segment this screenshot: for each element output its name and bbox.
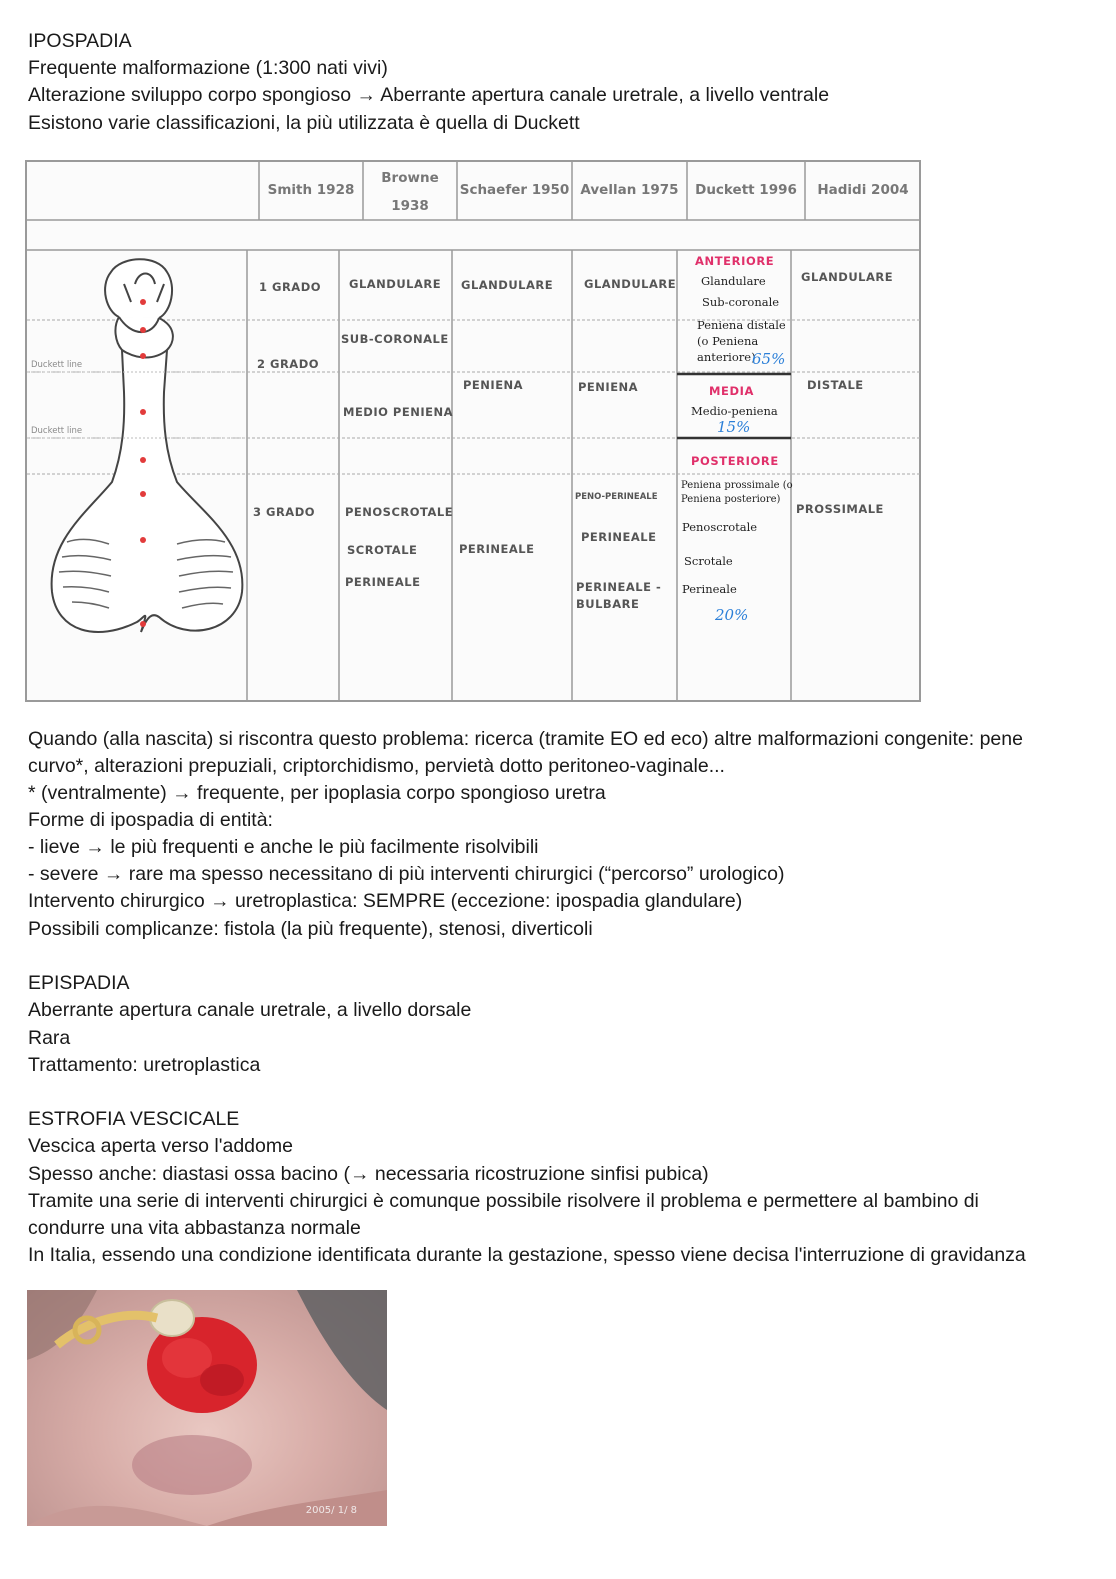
cell-browne: SCROTALE	[347, 543, 418, 557]
cell-browne: GLANDULARE	[349, 277, 442, 291]
duckett-item: Peniena posteriore)	[681, 494, 781, 505]
duckett-item: Penoscrotale	[682, 520, 758, 534]
duckett-item: Peniena distale	[697, 318, 786, 332]
header-browne: Browne	[381, 170, 439, 186]
duckett-anterior-percent: 65%	[752, 350, 786, 368]
duckett-anterior-title: ANTERIORE	[695, 254, 775, 268]
clinical-photo-illustration	[27, 1290, 387, 1526]
text-line: Aberrante apertura canale uretrale, a livello dorsale	[28, 999, 472, 1021]
duckett-item: Scrotale	[684, 554, 733, 568]
classification-table-figure	[25, 160, 921, 702]
table-grid-and-diagram	[27, 162, 923, 704]
header-browne-year: 1938	[391, 198, 429, 214]
duckett-media-title: MEDIA	[709, 384, 755, 398]
penis-diagram	[52, 259, 243, 632]
header-duckett: Duckett 1996	[695, 182, 797, 198]
cell-browne: PERINEALE	[345, 575, 421, 589]
cell-smith: 2 GRADO	[257, 357, 320, 371]
section-title-epispadia: EPISPADIA	[28, 972, 130, 994]
duckett-posterior-title: POSTERIORE	[691, 454, 779, 468]
text-line: In Italia, essendo una condizione identificata durante la gestazione, spesso viene decisa l'interruzione di gravidanza	[28, 1244, 1026, 1266]
header-avellan: Avellan 1975	[580, 182, 679, 198]
cell-schaefer: PERINEALE	[459, 542, 535, 556]
cell-browne: PENOSCROTALE	[345, 505, 454, 519]
text-line: curvo*, alterazioni prepuziali, criptorchidismo, pervietà dotto peritoneo-vaginale...	[28, 755, 725, 777]
duckett-item: Perineale	[682, 582, 737, 596]
header-smith: Smith 1928	[267, 182, 355, 198]
duckett-item: anteriore)	[697, 350, 756, 364]
text-line: - severe → rare ma spesso necessitano di più interventi chirurgici (“percorso” urologico)	[28, 863, 785, 885]
clinical-photo	[27, 1290, 387, 1526]
cell-smith: 1 GRADO	[259, 280, 322, 294]
cell-schaefer: GLANDULARE	[461, 278, 554, 292]
duckett-item: Medio-peniena	[691, 404, 778, 418]
text-line: Esistono varie classificazioni, la più utilizzata è quella di Duckett	[28, 112, 580, 134]
header-hadidi: Hadidi 2004	[817, 182, 909, 198]
cell-avellan: BULBARE	[576, 597, 640, 611]
cell-schaefer: PENIENA	[463, 378, 524, 392]
text-line: Possibili complicanze: fistola (la più frequente), stenosi, diverticoli	[28, 918, 593, 940]
text-line: condurre una vita abbastanza normale	[28, 1217, 361, 1239]
duckett-posterior-percent: 20%	[715, 606, 749, 624]
text-line: Trattamento: uretroplastica	[28, 1054, 261, 1076]
cell-hadidi: GLANDULARE	[801, 270, 894, 284]
duckett-item: Glandulare	[701, 274, 766, 288]
duckett-line-label: Duckett line	[31, 426, 83, 436]
duckett-item: Sub-coronale	[702, 295, 780, 309]
cell-avellan: PERINEALE	[581, 530, 657, 544]
cell-browne: SUB-CORONALE	[341, 332, 449, 346]
text-line: Forme di ipospadia di entità:	[28, 809, 273, 831]
text-line: * (ventralmente) → frequente, per ipoplasia corpo spongioso uretra	[28, 782, 606, 804]
cell-avellan: PERINEALE -	[576, 580, 662, 594]
header-schaefer: Schaefer 1950	[459, 182, 570, 198]
cell-smith: 3 GRADO	[253, 505, 316, 519]
cell-browne: MEDIO PENIENA	[343, 405, 453, 419]
text-line: Tramite una serie di interventi chirurgici è comunque possibile risolvere il problema e permettere al bambino di	[28, 1190, 979, 1212]
cell-avellan: PENO-PERINEALE	[575, 492, 658, 502]
text-line: Spesso anche: diastasi ossa bacino (→ necessaria ricostruzione sinfisi pubica)	[28, 1163, 709, 1185]
text-line: Intervento chirurgico → uretroplastica: SEMPRE (eccezione: ipospadia glandulare)	[28, 890, 743, 912]
text-line: Alterazione sviluppo corpo spongioso → Aberrante apertura canale uretrale, a livello ventrale	[28, 84, 830, 106]
section-title-ipospadia: IPOSPADIA	[28, 30, 132, 52]
text-line: Vescica aperta verso l'addome	[28, 1135, 293, 1157]
text-line: Rara	[28, 1027, 71, 1049]
section-title-estrofia: ESTROFIA VESCICALE	[28, 1108, 240, 1130]
text-line: Frequente malformazione (1:300 nati vivi)	[28, 57, 388, 79]
cell-avellan: PENIENA	[578, 380, 639, 394]
duckett-item: Peniena prossimale (o	[681, 480, 793, 491]
duckett-line-label: Duckett line	[31, 360, 83, 370]
cell-hadidi: DISTALE	[807, 378, 864, 392]
duckett-item: (o Peniena	[697, 334, 759, 348]
duckett-media-percent: 15%	[717, 418, 751, 436]
text-line: Quando (alla nascita) si riscontra questo problema: ricerca (tramite EO ed eco) altre malformazioni congenite: pene	[28, 728, 1023, 750]
photo-date-stamp: 2005/ 1/ 8	[305, 1505, 357, 1516]
cell-avellan: GLANDULARE	[584, 277, 677, 291]
text-line: - lieve → le più frequenti e anche le più facilmente risolvibili	[28, 836, 539, 858]
cell-hadidi: PROSSIMALE	[796, 502, 884, 516]
